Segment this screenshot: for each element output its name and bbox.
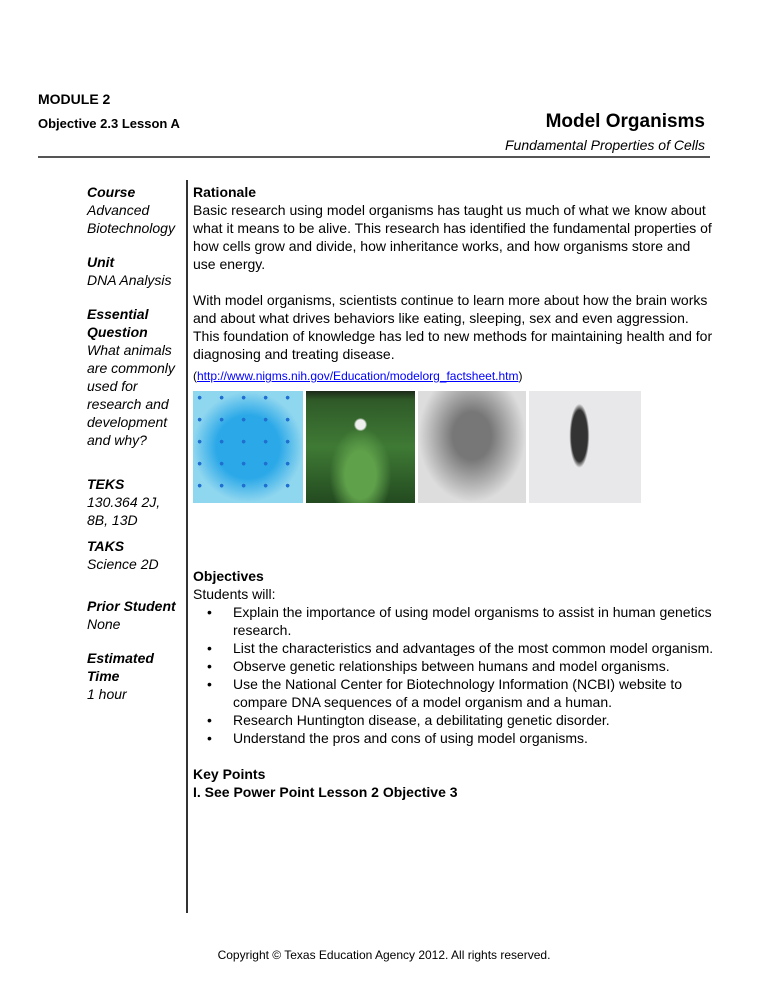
time-label: Estimated Time <box>87 650 154 684</box>
time-value: 1 hour <box>87 686 127 702</box>
eq-value: What animals are commonly used for research and development and why? <box>87 342 175 448</box>
source-link[interactable]: http://www.nigms.nih.gov/Education/modelorg_factsheet.htm <box>197 369 519 383</box>
page-subtitle: Fundamental Properties of Cells <box>505 137 705 153</box>
objective-label: Objective 2.3 Lesson A <box>38 116 180 131</box>
objectives-section <box>193 567 715 747</box>
key-points-section <box>193 765 715 801</box>
list-item: • Observe genetic relationships between humans and model organisms. <box>193 657 715 675</box>
rationale-section: Rationale Basic research using model organisms has taught us much of what we know about what it means to be alive. This research has identified the fundamental properties of how cells grow and divide, how inheritance works, and how organisms store and use energy. With model organisms, scientists continue to learn more about how the brain works and about what drives behaviors like eating, sleeping, sex and even aggression. This foundation of knowledge has led to new methods for maintaining health and for diagnosing and treating disease. (http://www.nigms.nih.gov/Education/modelorg_factsheet.htm) <box>193 183 715 385</box>
key-point-item: I. See Power Point Lesson 2 Objective 3 <box>193 784 458 800</box>
eq-label: Essential Question <box>87 306 149 340</box>
teks-label: TEKS <box>87 476 125 492</box>
lesson-info-sidebar <box>87 183 183 719</box>
taks-label: TAKS <box>87 538 125 554</box>
bacterium-image <box>529 391 641 503</box>
course-label: Course <box>87 184 136 200</box>
objectives-intro: Students will: <box>193 586 276 602</box>
main-content <box>193 183 715 801</box>
rationale-heading: Rationale <box>193 184 257 200</box>
mold-micrograph-image <box>418 391 526 503</box>
tobacco-plant-image <box>306 391 415 503</box>
rationale-paragraph: With model organisms, scientists continue to learn more about how the brain works and about what drives behaviors like eating, sleeping, sex and even aggression. This foundation of knowledge has led to new methods for maintaining health and for diagnosing and treating disease. <box>193 292 713 362</box>
taks-block <box>87 537 183 573</box>
essential-question-block <box>87 305 183 449</box>
prior-block <box>87 597 183 633</box>
teks-block <box>87 475 183 529</box>
prior-value: None <box>87 616 121 632</box>
cell-micrograph-image <box>193 391 303 503</box>
rationale-paragraph: Basic research using model organisms has taught us much of what we know about what it means to be alive. This research has identified the fundamental properties of how cells grow and divide, how inheritance works, and how organisms store and use energy. <box>193 202 712 272</box>
teks-value: 130.364 2J, 8B, 13D <box>87 494 161 528</box>
list-item: • Understand the pros and cons of using model organisms. <box>193 729 715 747</box>
course-value: Advanced Biotechnology <box>87 202 175 236</box>
objectives-heading: Objectives <box>193 568 264 584</box>
unit-block <box>87 253 183 289</box>
taks-value: Science 2D <box>87 556 159 572</box>
unit-label: Unit <box>87 254 115 270</box>
copyright-footer: Copyright © Texas Education Agency 2012. All rights reserved. <box>217 948 551 962</box>
header-divider <box>38 156 710 158</box>
list-item: • Explain the importance of using model organisms to assist in human genetics research. <box>193 603 715 639</box>
objectives-list <box>193 603 715 747</box>
time-block <box>87 649 159 703</box>
list-item: • Research Huntington disease, a debilitating genetic disorder. <box>193 711 715 729</box>
list-item: • List the characteristics and advantages of the most common model organism. <box>193 639 715 657</box>
list-item: • Use the National Center for Biotechnology Information (NCBI) website to compare DNA sequences of a model organism and a human. <box>193 675 715 711</box>
page-title: Model Organisms <box>545 111 705 132</box>
prior-label: Prior Student <box>87 598 176 614</box>
module-label: MODULE 2 <box>38 91 111 107</box>
unit-value: DNA Analysis <box>87 272 172 288</box>
course-block <box>87 183 183 237</box>
key-points-heading: Key Points <box>193 766 266 782</box>
column-divider <box>186 180 188 913</box>
model-organism-images <box>193 391 715 503</box>
